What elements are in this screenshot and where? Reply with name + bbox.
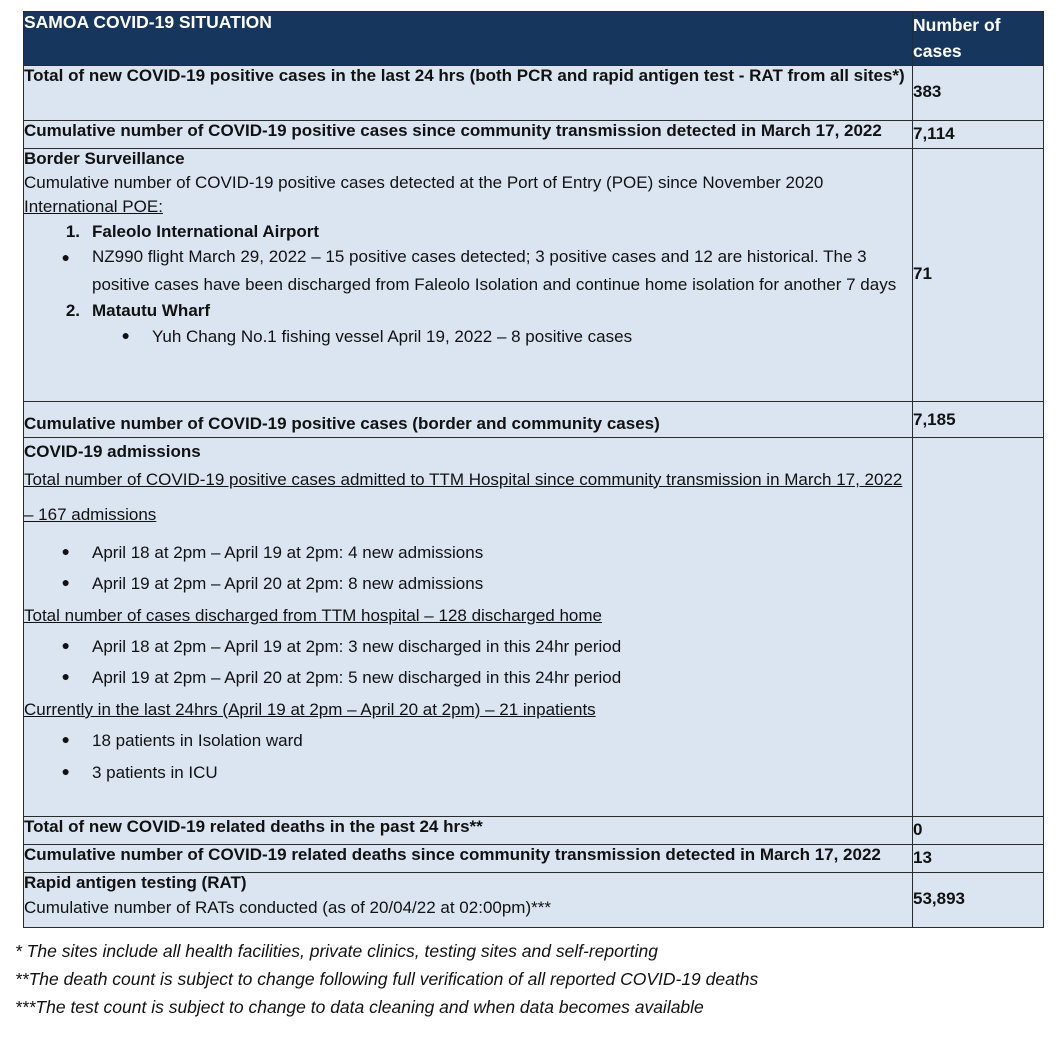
- footnote: **The death count is subject to change following full verification of all reported COVID-19 deaths: [15, 969, 759, 989]
- new-cases-label: Total of new COVID-19 positive cases in the last 24 hrs (both PCR and rapid antigen test - RAT from all sites*): [24, 65, 913, 120]
- deaths-24h-value: 0: [913, 816, 1044, 844]
- bullet-icon: ●: [61, 249, 70, 266]
- wharf-detail: Yuh Chang No.1 fishing vessel April 19, 2022 – 8 positive cases: [152, 327, 633, 347]
- table-row: [24, 872, 1044, 927]
- bullet-icon: ●: [61, 637, 70, 654]
- intl-poe-label: International POE:: [24, 197, 163, 217]
- header-label-line2: cases: [913, 41, 962, 62]
- deaths-24h-label: Total of new COVID-19 related deaths in the past 24 hrs**: [24, 816, 913, 844]
- bullet-icon: ●: [61, 542, 70, 559]
- admitted-item: April 18 at 2pm – April 19 at 2pm: 4 new admissions: [92, 542, 484, 562]
- table-row: [24, 401, 1044, 437]
- new-cases-value: 383: [913, 65, 1044, 120]
- list-item: [24, 301, 912, 321]
- wharf-label: Matautu Wharf: [92, 301, 211, 321]
- rat-cell: [24, 872, 913, 927]
- discharged-item: April 19 at 2pm – April 20 at 2pm: 5 new discharged in this 24hr period: [92, 668, 622, 688]
- bullet-icon: ●: [121, 327, 130, 344]
- discharged-label: Total number of cases discharged from TTM hospital – 128 discharged home: [24, 605, 602, 625]
- header-label-line1: Number of: [913, 15, 1001, 35]
- rat-title: Rapid antigen testing (RAT): [24, 872, 247, 892]
- table-row: [24, 437, 1044, 816]
- airport-label: Faleolo International Airport: [92, 221, 319, 241]
- footnote: ***The test count is subject to change to data cleaning and when data becomes available: [15, 997, 704, 1017]
- table-row: [24, 65, 1044, 120]
- table-row: [24, 148, 1044, 401]
- border-desc: Cumulative number of COVID-19 positive cases detected at the Port of Entry (POE) since November 2020: [24, 172, 824, 192]
- footnote: * The sites include all health facilities, private clinics, testing sites and self-reporting: [15, 941, 658, 961]
- admissions-title: COVID-19 admissions: [24, 441, 201, 461]
- table-row: [24, 844, 1044, 872]
- airport-detail: NZ990 flight March 29, 2022 – 15 positive cases detected; 3 positive cases and 12 are historical. The 3 positive cases have been discharged from Faleolo Isolation and continue home isolation for another 7 days: [92, 247, 897, 295]
- table-row: [24, 120, 1044, 148]
- border-surveillance-cell: [24, 148, 913, 401]
- current-label: Currently in the last 24hrs (April 19 at 2pm – April 20 at 2pm) – 21 inpatients: [24, 699, 596, 719]
- bullet-icon: ●: [61, 731, 70, 748]
- discharged-item: April 18 at 2pm – April 19 at 2pm: 3 new discharged in this 24hr period: [92, 637, 622, 657]
- table-header-row: [24, 12, 1044, 66]
- table-row: [24, 816, 1044, 844]
- current-item: 18 patients in Isolation ward: [92, 731, 303, 751]
- table-title: SAMOA COVID-19 SITUATION: [24, 12, 913, 66]
- border-value: 71: [913, 148, 1044, 401]
- footnotes: [15, 937, 1045, 1021]
- list-item: [24, 327, 912, 347]
- admitted-label: Total number of COVID-19 positive cases admitted to TTM Hospital since community transmission in March 17, 2022 – 167 admissions: [24, 469, 903, 524]
- list-item: [24, 543, 912, 563]
- list-item: [24, 668, 912, 688]
- admissions-cell: [24, 437, 913, 816]
- situation-table: [23, 11, 1044, 928]
- bullet-icon: ●: [61, 762, 70, 779]
- list-item: [24, 763, 912, 783]
- bullet-icon: ●: [61, 668, 70, 685]
- rat-value: 53,893: [913, 872, 1044, 927]
- cumulative-community-value: 7,114: [913, 120, 1044, 148]
- bullet-icon: ●: [61, 574, 70, 591]
- cumulative-total-value: 7,185: [913, 401, 1044, 437]
- deaths-cumulative-label: Cumulative number of COVID-19 related deaths since community transmission detected in March 17, 2022: [24, 844, 913, 872]
- list-item: [24, 574, 912, 594]
- admitted-item: April 19 at 2pm – April 20 at 2pm: 8 new admissions: [92, 574, 484, 594]
- admissions-value-cell: [913, 437, 1044, 816]
- deaths-cumulative-value: 13: [913, 844, 1044, 872]
- item-number: 1.: [65, 221, 80, 241]
- cumulative-total-label: Cumulative number of COVID-19 positive cases (border and community cases): [24, 401, 913, 437]
- list-item: [24, 637, 912, 657]
- situation-report: [23, 11, 1043, 928]
- cumulative-community-label: Cumulative number of COVID-19 positive cases since community transmission detected in March 17, 2022: [24, 120, 913, 148]
- list-item: [24, 222, 912, 242]
- rat-desc: Cumulative number of RATs conducted (as of 20/04/22 at 02:00pm)***: [24, 897, 551, 917]
- border-title: Border Surveillance: [24, 148, 185, 168]
- item-number: 2.: [65, 301, 80, 321]
- list-item: [24, 243, 912, 299]
- number-of-cases-header: [913, 12, 1044, 66]
- list-item: [24, 731, 912, 751]
- current-item: 3 patients in ICU: [92, 762, 218, 782]
